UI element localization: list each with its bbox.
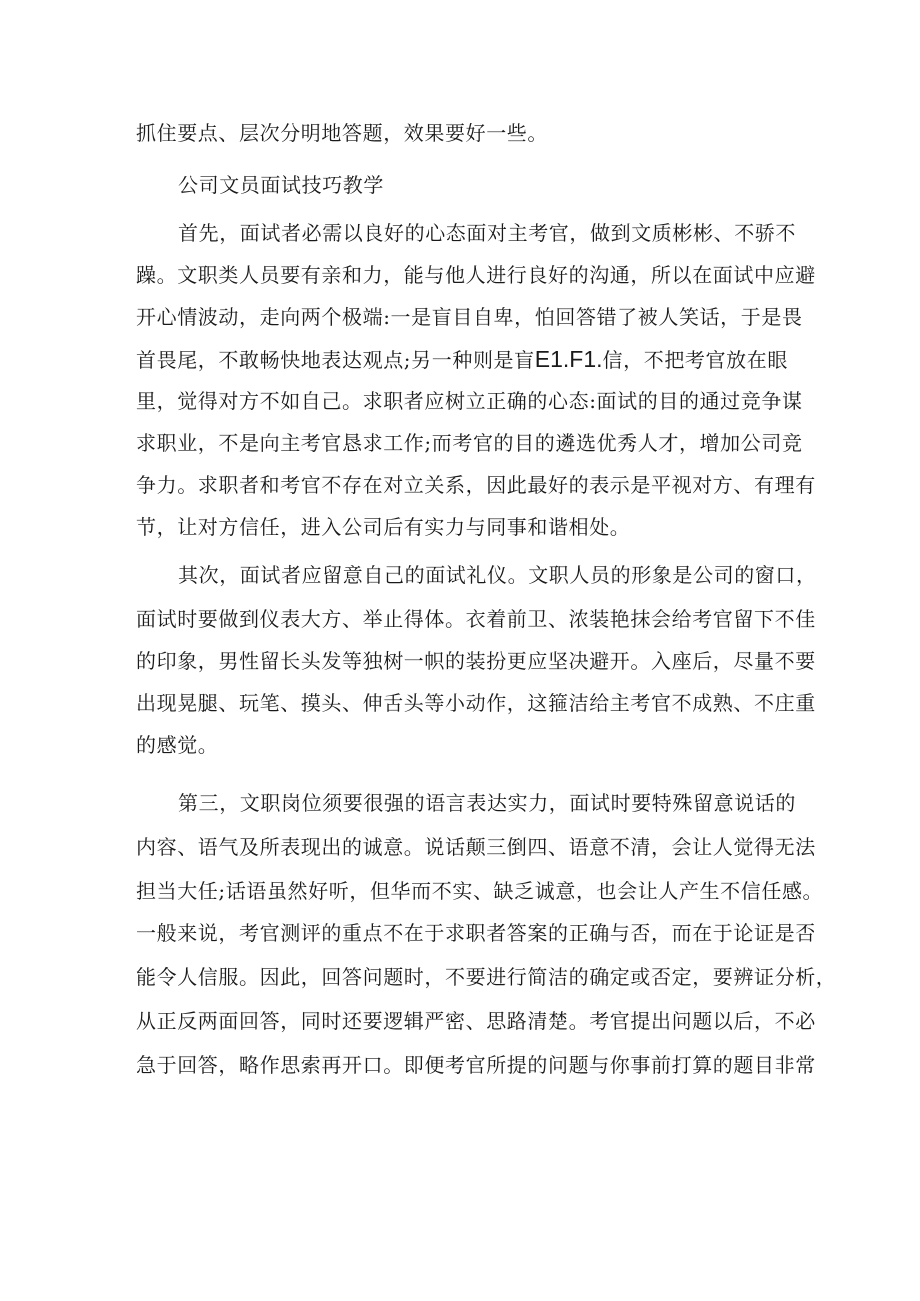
paragraph-line: 开心情波动，走向两个极端:一是盲目自卑，怕回答错了被人笑话，于是畏 [136, 305, 803, 329]
paragraph-line: 面试时要做到仪表大方、举止得体。衣着前卫、浓装艳抹会给考官留下不佳 [136, 607, 816, 631]
paragraph-line: 第三，文职岗位须要很强的语言表达实力，面试时要特殊留意说话的 [178, 791, 796, 815]
paragraph-line: 能令人信服。因此，回答问题时，不要进行简洁的确定或否定，要辨证分析， [136, 965, 837, 989]
text-segment: 信，不把考官放在眼 [602, 348, 788, 372]
paragraph-line: 抓住要点、层次分明地答题，效果要好一些。 [136, 121, 548, 145]
paragraph-line: 争力。求职者和考官不存在对立关系，因此最好的表示是平视对方、有理有 [136, 473, 816, 497]
paragraph-line: 急于回答，略作思索再开口。即便考官所提的问题与你事前打算的题目非常 [136, 1053, 816, 1077]
paragraph-line: 里，觉得对方不如自己。求职者应树立正确的心态:面试的目的通过竞争谋 [136, 389, 803, 413]
section-heading: 公司文员面试技巧教学 [178, 173, 384, 197]
paragraph-line: 其次，面试者应留意自己的面试礼仪。文职人员的形象是公司的窗口， [178, 563, 817, 587]
paragraph-line: 的印象，男性留长头发等独树一帜的装扮更应坚决避开。入座后，尽量不要 [136, 649, 816, 673]
paragraph-line: 首先，面试者必需以良好的心态面对主考官，做到文质彬彬、不骄不 [178, 221, 796, 245]
paragraph-line: 的感觉。 [136, 733, 219, 757]
paragraph-line: 节，让对方信任，进入公司后有实力与同事和谐相处。 [136, 515, 631, 539]
text-segment: 首畏尾，不敢畅快地表达观点;另一种则是盲 [136, 348, 535, 372]
paragraph-line: 从正反两面回答，同时还要逻辑严密、思路清楚。考官提出问题以后，不必 [136, 1009, 816, 1033]
paragraph-line: 担当大任;话语虽然好听，但华而不实、缺乏诚意，也会让人产生不信任感。 [136, 879, 824, 903]
paragraph-line [136, 346, 796, 373]
paragraph-line: 内容、语气及所表现出的诚意。说话颠三倒四、语意不清，会让人觉得无法 [136, 835, 816, 859]
garbled-text: E1.F1. [534, 346, 603, 372]
paragraph-line: 出现晃腿、玩笔、摸头、伸舌头等小动作，这箍洁给主考官不成熟、不庄重 [136, 691, 816, 715]
paragraph-line: 一般来说，考官测评的重点不在于求职者答案的正确与否，而在于论证是否 [136, 921, 816, 945]
paragraph-line: 求职业，不是向主考官恳求工作;而考官的目的遴选优秀人才，增加公司竞 [136, 431, 803, 455]
paragraph-line: 躁。文职类人员要有亲和力，能与他人进行良好的沟通，所以在面试中应避 [136, 263, 816, 287]
